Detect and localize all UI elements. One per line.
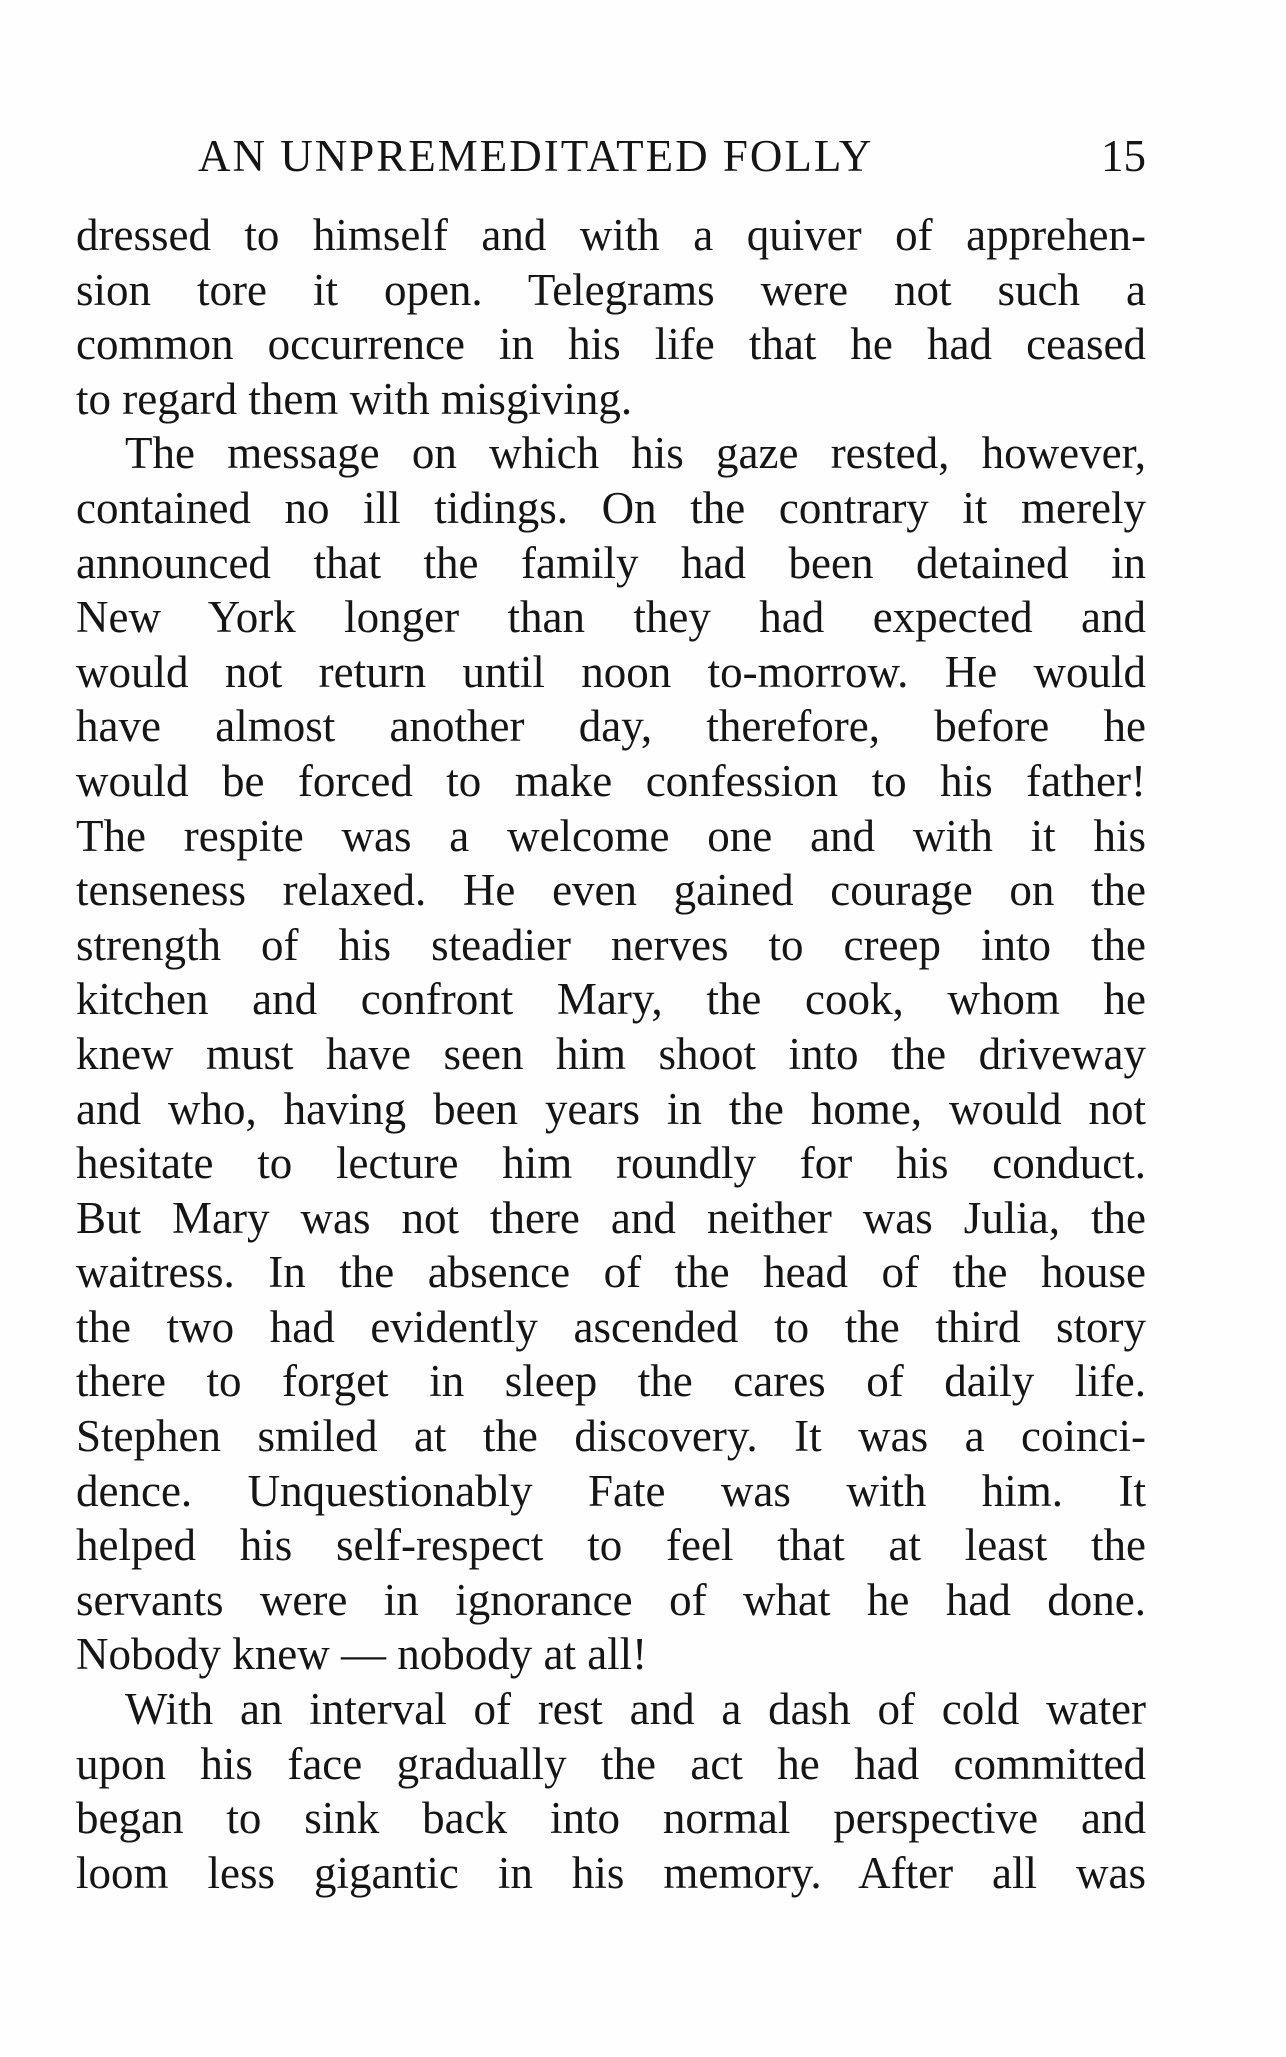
text-line: But Mary was not there and neither was Julia, the [76, 1192, 1146, 1243]
text-line: would be forced to make confession to his father! [76, 755, 1146, 806]
text-line: The message on which his gaze rested, however, [125, 428, 1146, 479]
text-line: kitchen and confront Mary, the cook, whom he [76, 974, 1146, 1025]
text-line: servants were in ignorance of what he had done. [76, 1574, 1146, 1625]
text-line: strength of his steadier nerves to creep into the [76, 919, 1146, 970]
page-number: 15 [1101, 131, 1146, 181]
text-line: there to forget in sleep the cares of daily life. [76, 1356, 1146, 1407]
text-line: waitress. In the absence of the head of the house [76, 1247, 1146, 1298]
text-line: tenseness relaxed. He even gained courage on the [76, 865, 1146, 916]
text-line: hesitate to lecture him roundly for his conduct. [76, 1138, 1146, 1189]
text-line: common occurrence in his life that he had ceased [76, 319, 1146, 370]
text-line: the two had evidently ascended to the third story [76, 1301, 1146, 1352]
text-line: announced that the family had been detained in [76, 537, 1146, 588]
text-line: Stephen smiled at the discovery. It was a coinci- [76, 1411, 1146, 1462]
running-head [76, 126, 1146, 186]
text-line: With an interval of rest and a dash of cold water [125, 1684, 1146, 1735]
text-line: contained no ill tidings. On the contrary it merely [76, 482, 1146, 533]
text-line: helped his self-respect to feel that at least the [76, 1520, 1146, 1571]
body-text [76, 208, 1146, 1900]
text-line: would not return until noon to-morrow. He would [76, 646, 1146, 697]
text-line: Nobody knew — nobody at all! [76, 1629, 648, 1680]
text-line: knew must have seen him shoot into the driveway [76, 1028, 1146, 1079]
text-line: have almost another day, therefore, before he [76, 701, 1146, 752]
text-line: upon his face gradually the act he had committed [76, 1738, 1146, 1789]
text-line: sion tore it open. Telegrams were not such a [76, 264, 1146, 315]
text-line: dence. Unquestionably Fate was with him. It [76, 1465, 1146, 1516]
text-line: loom less gigantic in his memory. After all was [76, 1847, 1146, 1898]
text-line: The respite was a welcome one and with it his [76, 810, 1146, 861]
text-line: to regard them with misgiving. [76, 373, 633, 424]
text-line: began to sink back into normal perspective and [76, 1793, 1146, 1844]
running-title: AN UNPREMEDITATED FOLLY [198, 131, 874, 181]
text-line: dressed to himself and with a quiver of apprehen- [76, 210, 1146, 260]
text-line: New York longer than they had expected and [76, 592, 1146, 643]
text-line: and who, having been years in the home, would not [76, 1083, 1146, 1134]
